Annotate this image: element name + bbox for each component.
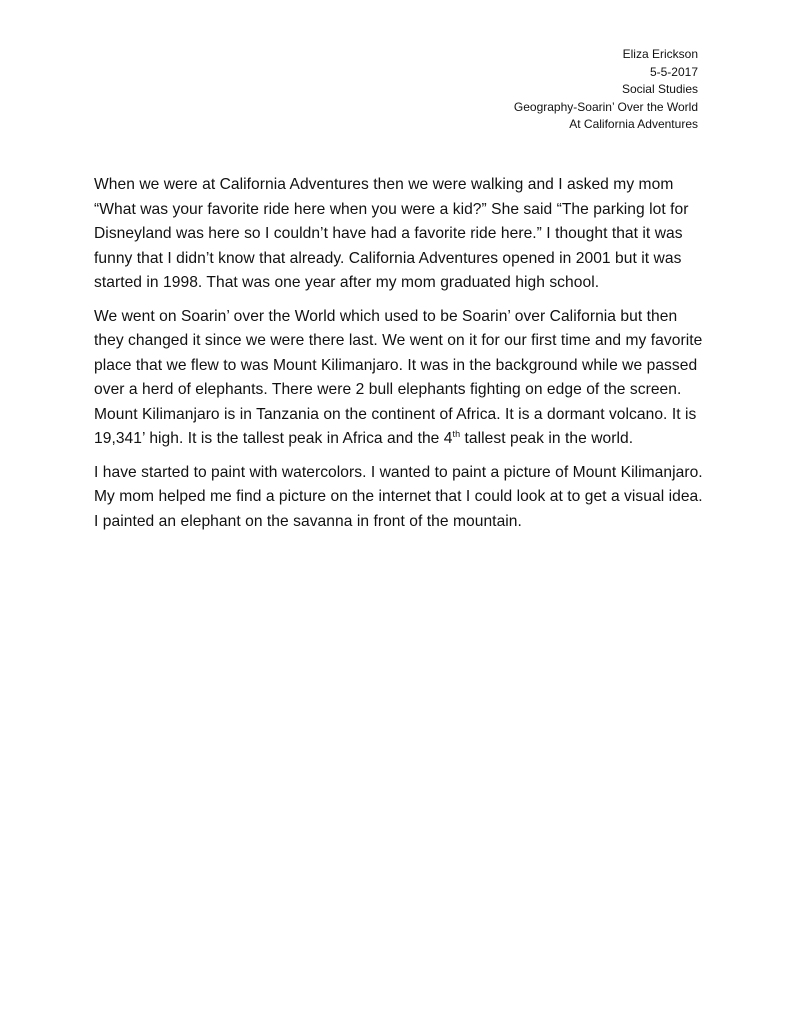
paragraph-3: I have started to paint with watercolors. I wanted to paint a picture of Mount Kilimanjaro. My mom helped me find a picture on the internet that I could look at to get a visual idea. I painted an elephant on the savanna in front of the mountain.: [94, 463, 703, 530]
document-header: [514, 46, 698, 134]
document-location: At California Adventures: [569, 117, 698, 131]
paragraph-2-main-text: We went on Soarin’ over the World which used to be Soarin’ over California but then they changed it since we were there last. We went on it for our first time and my favorite place that we flew to was Mount Kilimanjaro. It was in the background while we passed over a herd of elephants. There were 2 bull elephants fighting on edge of the screen. Mount Kilimanjaro is in Tanzania on the continent of Africa. It is a dormant volcano. It is 19,341’ high. It is the tallest peak in Africa and the 4: [94, 307, 703, 447]
subject-name: Social Studies: [621, 82, 698, 96]
document-topic: Geography-Soarin’ Over the World: [513, 99, 698, 114]
essay-body: [94, 173, 706, 543]
ordinal-superscript: th: [452, 428, 461, 439]
paragraph-2-ending: tallest peak in the world.: [460, 430, 634, 447]
paragraph-1: When we were at California Adventures then we were walking and I asked my mom “What was your favorite ride here when you were a kid?” She said “The parking lot for Disneyland was here so I couldn’t have had a favorite ride here.” I thought that it was funny that I didn’t know that already. California Adventures opened in 2001 but it was started in 1998. That was one year after my mom graduated high school.: [94, 176, 689, 291]
paragraph-2: [94, 305, 706, 452]
author-name: Eliza Erickson: [622, 47, 698, 61]
document-date: 5-5-2017: [649, 64, 698, 79]
